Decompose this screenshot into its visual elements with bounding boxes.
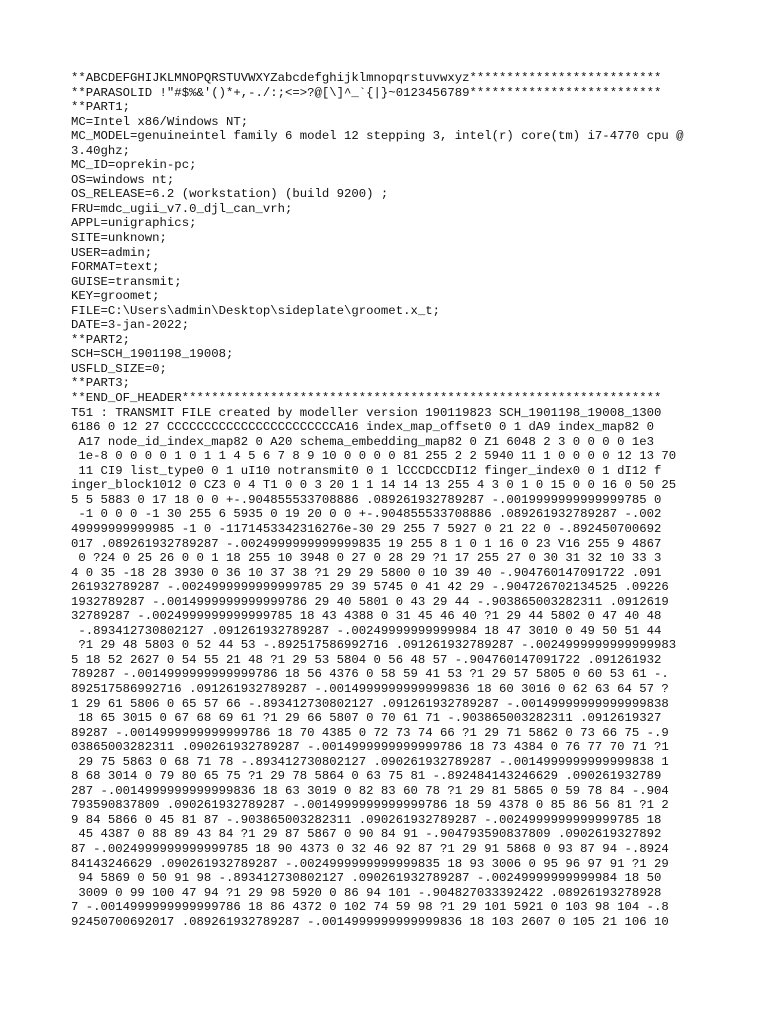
document-line: **PART2; <box>71 332 131 347</box>
document-line: 29 75 5863 0 68 71 78 -.893412730802127 .090261932789287 -.0014999999999999838 1 <box>71 754 669 769</box>
document-line: FRU=mdc_ugii_v7.0_djl_can_vrh; <box>71 201 293 216</box>
document-line: 45 4387 0 88 89 43 84 ?1 29 87 5867 0 90 84 91 -.904793590837809 .0902619327892 <box>71 827 662 842</box>
document-line: 6186 0 12 27 CCCCCCCCCCCCCCCCCCCCCCCA16 index_map_offset0 0 1 dA9 index_map82 0 <box>71 420 654 435</box>
document-line: ?1 29 48 5803 0 52 44 53 -.892517586992716 .091261932789287 -.0024999999999999983 <box>71 638 677 653</box>
document-line: FORMAT=text; <box>71 260 160 275</box>
document-line: 1932789287 -.0014999999999999786 29 40 5801 0 43 29 44 -.903865003282311 .0912619 <box>71 594 669 609</box>
document-line: 4 0 35 -18 28 3930 0 36 10 37 38 ?1 29 29 5800 0 10 39 40 -.904760147091722 .091 <box>71 565 662 580</box>
document-line: 5 18 52 2627 0 54 55 21 48 ?1 29 53 5804 0 56 48 57 -.904760147091722 .091261932 <box>71 652 662 667</box>
document-line: 261932789287 -.0024999999999999785 29 39 5745 0 41 42 29 -.904726702134525 .09226 <box>71 580 669 595</box>
document-line: MC_MODEL=genuineintel family 6 model 12 stepping 3, intel(r) core(tm) i7-4770 cpu @ <box>71 129 684 144</box>
document-line: 03865003282311 .090261932789287 -.0014999999999999786 18 73 4384 0 76 77 70 71 ?1 <box>71 740 669 755</box>
document-line: 87 -.0024999999999999785 18 90 4373 0 32 46 92 87 ?1 29 91 5868 0 93 87 94 -.8924 <box>71 841 669 856</box>
document-line: USER=admin; <box>71 245 153 260</box>
document-line: 793590837809 .090261932789287 -.0014999999999999786 18 59 4378 0 85 86 56 81 ?1 2 <box>71 798 669 813</box>
document-line: 0 ?24 0 25 26 0 0 1 18 255 10 3948 0 27 0 28 29 ?1 17 255 27 0 30 31 32 10 33 3 <box>71 551 662 566</box>
document-line: A17 node_id_index_map82 0 A20 schema_embedding_map82 0 Z1 6048 2 3 0 0 0 0 1e3 <box>71 434 654 449</box>
document-line: 11 CI9 list_type0 0 1 uI10 notransmit0 0 1 lCCCDCCDI12 finger_index0 0 1 dI12 f <box>71 463 662 478</box>
document-line: 18 65 3015 0 67 68 69 61 ?1 29 66 5807 0 70 61 71 -.903865003282311 .0912619327 <box>71 711 662 726</box>
document-line: -.893412730802127 .091261932789287 -.00249999999999984 18 47 3010 0 49 50 51 44 <box>71 623 662 638</box>
document-line: inger_block1012 0 CZ3 0 4 T1 0 0 3 20 1 1 14 14 13 255 4 3 0 1 0 15 0 0 16 0 50 25 <box>71 478 677 493</box>
document-line: 9 84 5866 0 45 81 87 -.903865003282311 .090261932789287 -.0024999999999999785 18 <box>71 812 662 827</box>
document-line: 5 5 5883 0 17 18 0 0 +-.904855533708886 .089261932789287 -.0019999999999999785 0 <box>71 492 662 507</box>
document-line: 3009 0 99 100 47 94 ?1 29 98 5920 0 86 94 101 -.904827033392422 .08926193278928 <box>71 885 662 900</box>
document-line: OS_RELEASE=6.2 (workstation) (build 9200) ; <box>71 187 389 202</box>
document-line: MC=Intel x86/Windows NT; <box>71 114 249 129</box>
document-line: **PART1; <box>71 100 131 115</box>
document-line: 32789287 -.0024999999999999785 18 43 4388 0 31 45 46 40 ?1 29 44 5802 0 47 40 48 <box>71 609 662 624</box>
document-line: SITE=unknown; <box>71 231 167 246</box>
document-line: OS=windows nt; <box>71 172 175 187</box>
document-line: 89287 -.0014999999999999786 18 70 4385 0 72 73 74 66 ?1 29 71 5862 0 73 66 75 -.9 <box>71 725 669 740</box>
document-line: 789287 -.0014999999999999786 18 56 4376 0 58 59 41 53 ?1 29 57 5805 0 60 53 61 -. <box>71 667 669 682</box>
document-line: 3.40ghz; <box>71 143 131 158</box>
document-line: 017 .089261932789287 -.0024999999999999835 19 255 8 1 0 1 16 0 23 V16 255 9 4867 <box>71 536 662 551</box>
document-line: 892517586992716 .091261932789287 -.0014999999999999836 18 60 3016 0 62 63 64 57 ? <box>71 681 669 696</box>
document-line: -1 0 0 0 -1 30 255 6 5935 0 19 20 0 0 +-.904855533708886 .089261932789287 -.002 <box>71 507 662 522</box>
document-line: 92450700692017 .089261932789287 -.0014999999999999836 18 103 2607 0 105 21 106 10 <box>71 914 669 929</box>
document-line: KEY=groomet; <box>71 289 160 304</box>
document-line: **ABCDEFGHIJKLMNOPQRSTUVWXYZabcdefghijklmnopqrstuvwxyz************************** <box>71 71 662 85</box>
document-line: **END_OF_HEADER***************************************************************** <box>71 391 662 406</box>
document-line: 287 -.0014999999999999836 18 63 3019 0 82 83 60 78 ?1 29 81 5865 0 59 78 84 -.904 <box>71 783 669 798</box>
document-line: MC_ID=oprekin-pc; <box>71 158 197 173</box>
document-line: SCH=SCH_1901198_19008; <box>71 347 234 362</box>
document-line: FILE=C:\Users\admin\Desktop\sideplate\groomet.x_t; <box>71 303 440 318</box>
document-line: USFLD_SIZE=0; <box>71 361 167 376</box>
document-line: 49999999999985 -1 0 -1171453342316276e-30 29 255 7 5927 0 21 22 0 -.892450700692 <box>71 521 662 536</box>
document-line: GUISE=transmit; <box>71 274 182 289</box>
document-line: **PART3; <box>71 376 131 391</box>
document-line: T51 : TRANSMIT FILE created by modeller version 190119823 SCH_1901198_19008_1300 <box>71 405 662 420</box>
document-line: 84143246629 .090261932789287 -.0024999999999999835 18 93 3006 0 95 96 97 91 ?1 29 <box>71 856 669 871</box>
document-line: APPL=unigraphics; <box>71 216 197 231</box>
document-line: 1 29 61 5806 0 65 57 66 -.893412730802127 .091261932789287 -.00149999999999999838 <box>71 696 669 711</box>
document-line: DATE=3-jan-2022; <box>71 318 190 333</box>
document-line: 8 68 3014 0 79 80 65 75 ?1 29 78 5864 0 63 75 81 -.892484143246629 .090261932789 <box>71 769 662 784</box>
document-text <box>71 71 711 929</box>
document-line: 1e-8 0 0 0 0 1 0 1 1 4 5 6 7 8 9 10 0 0 0 0 81 255 2 2 5940 11 1 0 0 0 0 12 13 70 <box>71 449 677 464</box>
document-line: 7 -.0014999999999999786 18 86 4372 0 102 74 59 98 ?1 29 101 5921 0 103 98 104 -.8 <box>71 900 669 915</box>
document-line: 94 5869 0 50 91 98 -.893412730802127 .090261932789287 -.00249999999999984 18 50 <box>71 871 662 886</box>
document-line: **PARASOLID !"#$%&'()*+,-./:;<=>?@[\]^_`{|}~0123456789************************** <box>71 85 662 100</box>
